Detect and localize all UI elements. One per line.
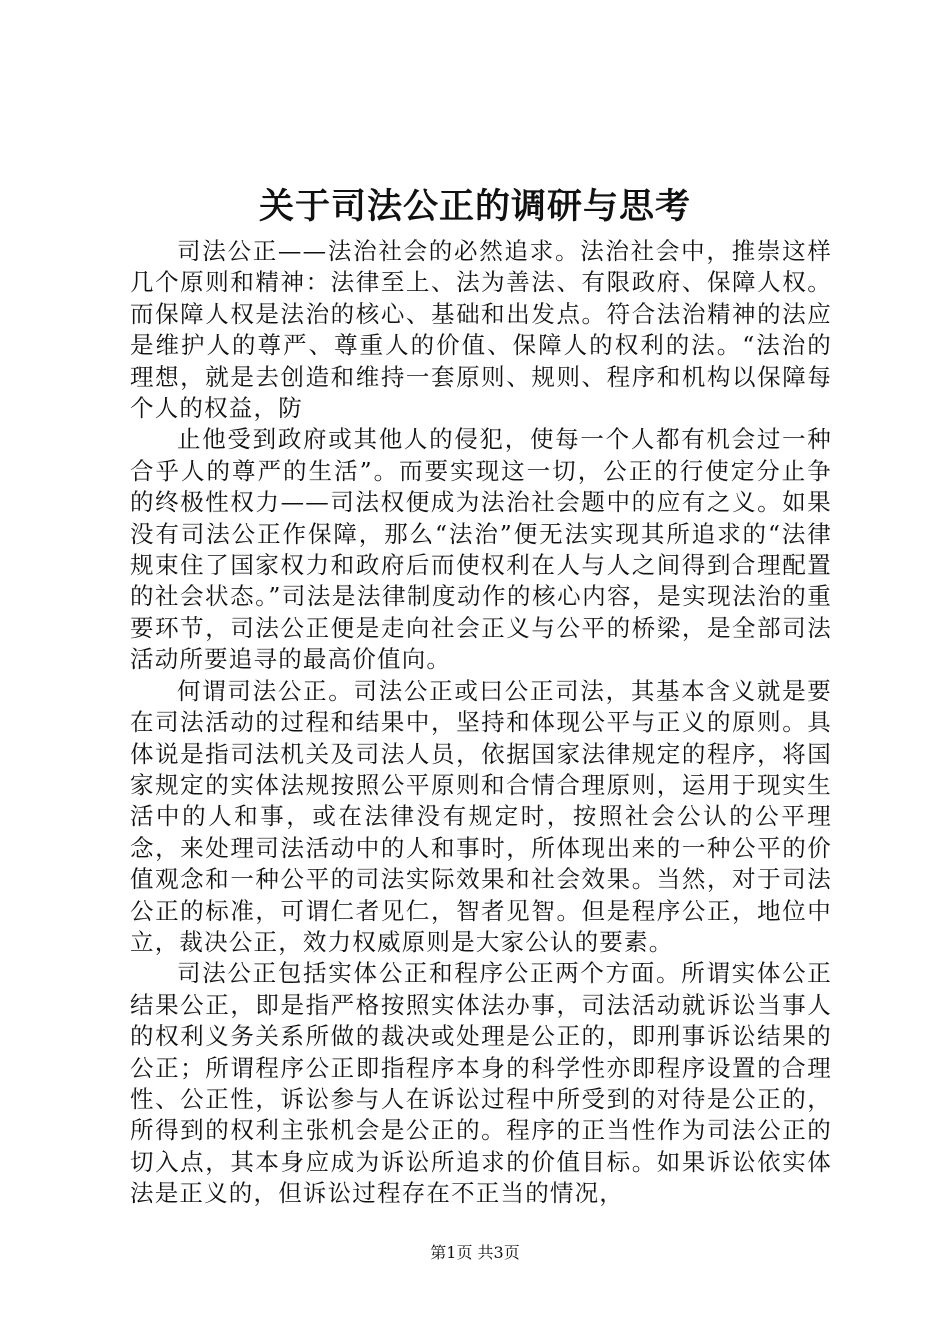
paragraph: 司法公正——法治社会的必然追求。法治社会中，推崇这样几个原则和精神：法律至上、法为善法、有限政府、保障人权。而保障人权是法治的核心、基础和出发点。符合法治精神的法应是维护人的尊严、尊重人的价值、保障人的权利的法。“法治的理想，就是去创造和维持一套原则、规则、程序和机构以保障每个人的权益，防 <box>130 237 832 423</box>
document-title: 关于司法公正的调研与思考 <box>258 186 691 227</box>
paragraph: 司法公正包括实体公正和程序公正两个方面。所谓实体公正结果公正，即是指严格按照实体法办事，司法活动就诉讼当事人的权利义务关系所做的裁决或处理是公正的，即刑事诉讼结果的公正；所谓程序公正即指程序本身的科学性亦即程序设置的合理性、公正性，诉讼参与人在诉讼过程中所受到的对待是公正的，所得到的权利主张机会是公正的。程序的正当性作为司法公正的切入点，其本身应成为诉讼所追求的价值目标。如果诉讼依实体法是正义的，但诉讼过程存在不正当的情况， <box>130 959 832 1208</box>
paragraph: 止他受到政府或其他人的侵犯，使每一个人都有机会过一种合乎人的尊严的生活”。而要实现这一切，公正的行使定分止争的终极性权力——司法权便成为法治社会题中的应有之义。如果没有司法公正作保障，那么“法治”便无法实现其所追求的“法律规束住了国家权力和政府后而使权利在人与人之间得到合理配置的社会状态。”司法是法律制度动作的核心内容，是实现法治的重要环节，司法公正便是走向社会正义与公平的桥梁，是全部司法活动所要追寻的最高价值向。 <box>130 425 832 674</box>
document-body <box>130 236 832 1210</box>
paragraph: 何谓司法公正。司法公正或曰公正司法，其基本含义就是要在司法活动的过程和结果中，坚持和体现公平与正义的原则。具体说是指司法机关及司法人员，依据国家法律规定的程序，将国家规定的实体法规按照公平原则和合情合理原则，运用于现实生活中的人和事，或在法律没有规定时，按照社会公认的公平理念，来处理司法活动中的人和事时，所体现出来的一种公平的价值观念和一种公平的司法实际效果和社会效果。当然，对于司法公正的标准，可谓仁者见仁，智者见智。但是程序公正，地位中立，裁决公正，效力权威原则是大家公认的要素。 <box>130 676 832 956</box>
page-number-footer: 第1页 共3页 <box>430 1243 520 1262</box>
